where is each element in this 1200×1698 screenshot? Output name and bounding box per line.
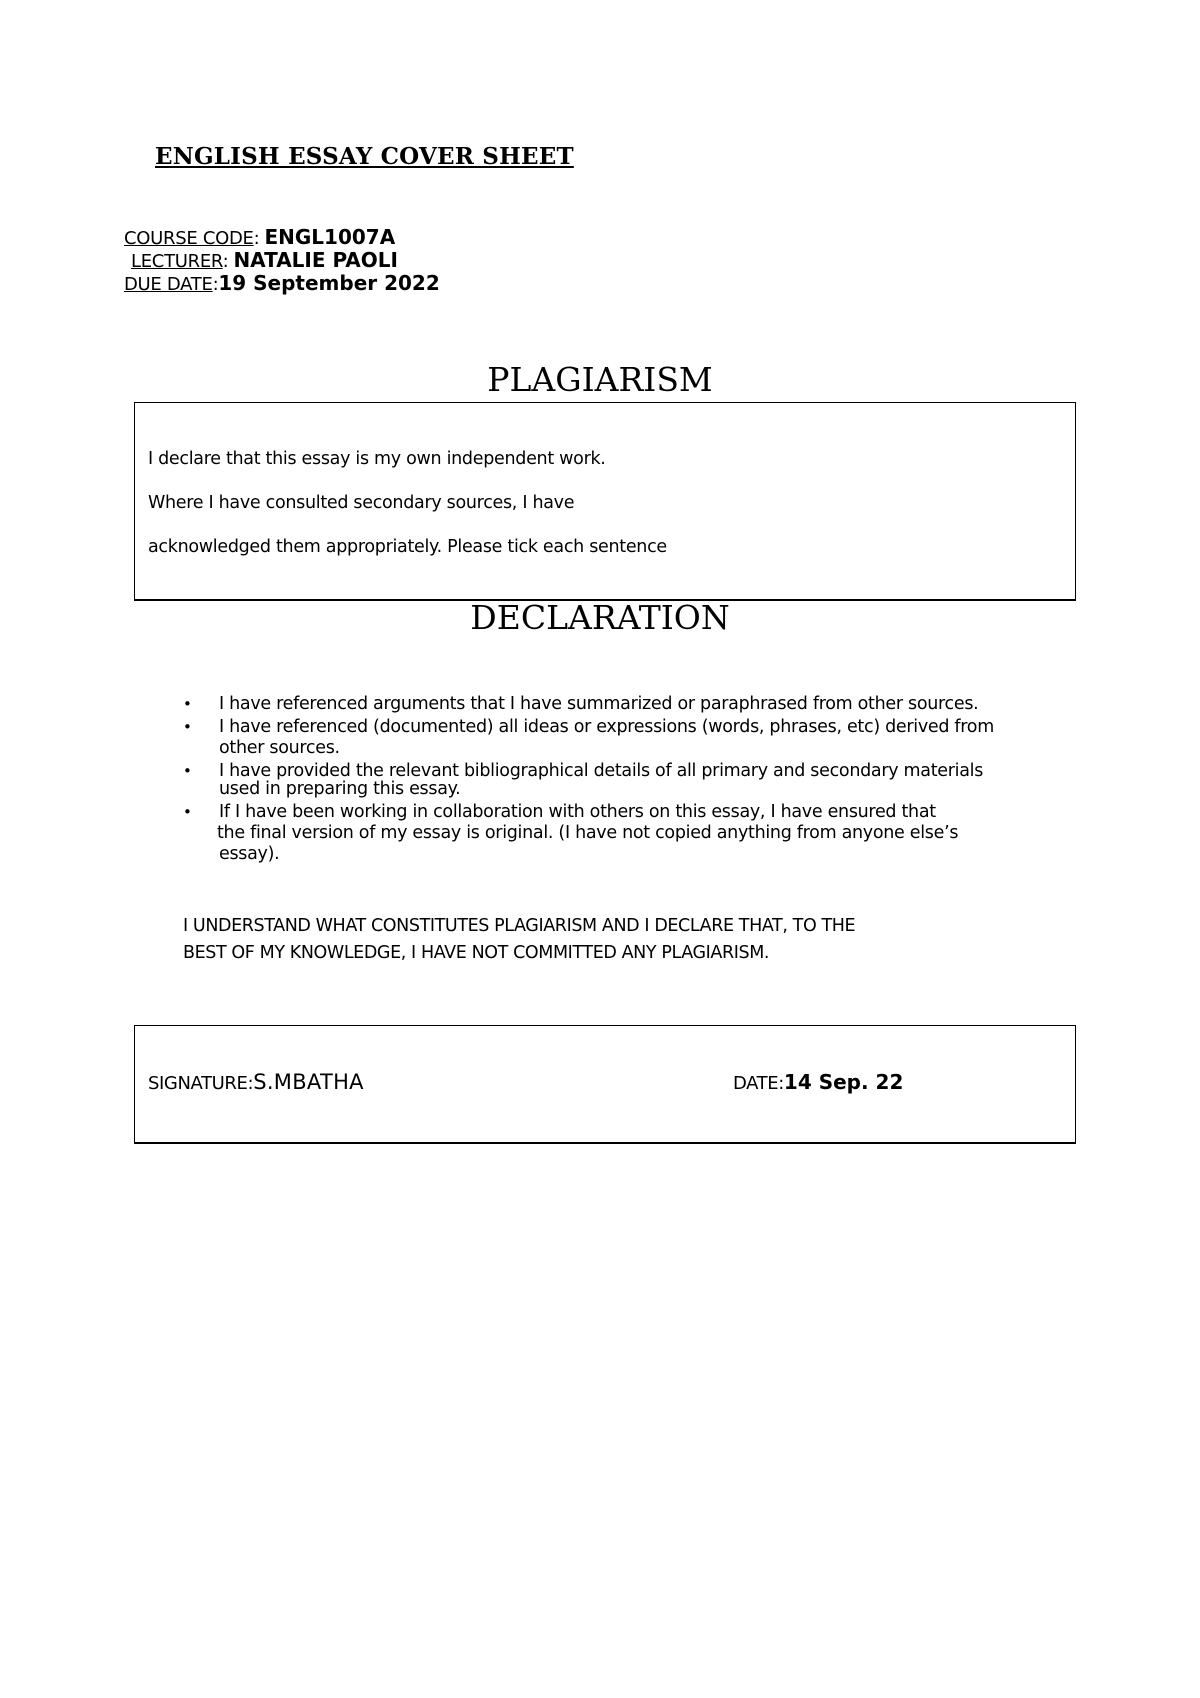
plagiarism-line: acknowledged them appropriately. Please tick each sentence bbox=[148, 537, 667, 557]
plagiarism-line: Where I have consulted secondary sources, I have bbox=[148, 493, 575, 513]
sign-date-row bbox=[733, 1070, 903, 1094]
list-item-text: other sources. bbox=[219, 738, 340, 758]
colon: : bbox=[253, 228, 260, 249]
sign-date-value: 14 Sep. 22 bbox=[783, 1070, 904, 1094]
due-date-value: 19 September 2022 bbox=[218, 271, 440, 295]
due-date-row bbox=[124, 270, 440, 296]
signature-box bbox=[134, 1025, 1076, 1144]
list-item-text: I have referenced arguments that I have summarized or paraphrased from other sources. bbox=[219, 694, 979, 714]
course-code-value: ENGL1007A bbox=[264, 225, 396, 249]
list-item bbox=[183, 761, 1083, 800]
statement-line: BEST OF MY KNOWLEDGE, I HAVE NOT COMMITTED ANY PLAGIARISM. bbox=[183, 943, 770, 963]
bullet-icon: • bbox=[183, 695, 192, 713]
signature-row bbox=[148, 1070, 364, 1094]
list-item-text: I have provided the relevant bibliographical details of all primary and secondary materials bbox=[219, 761, 984, 781]
plagiarism-line: I declare that this essay is my own independent work. bbox=[148, 449, 606, 469]
declaration-list bbox=[183, 694, 1083, 867]
bullet-icon: • bbox=[183, 762, 192, 780]
plagiarism-statement bbox=[183, 913, 855, 967]
declaration-heading: DECLARATION bbox=[470, 598, 730, 637]
bullet-icon: • bbox=[183, 803, 192, 821]
signature-label: SIGNATURE: bbox=[148, 1073, 254, 1094]
due-date-label: DUE DATE bbox=[124, 274, 213, 295]
colon: : bbox=[212, 274, 219, 295]
list-item bbox=[183, 717, 1083, 759]
lecturer-label: LECTURER bbox=[131, 251, 223, 272]
course-code-label: COURSE CODE bbox=[124, 228, 254, 249]
statement-line: I UNDERSTAND WHAT CONSTITUTES PLAGIARISM AND I DECLARE THAT, TO THE bbox=[183, 916, 856, 936]
bullet-icon: • bbox=[183, 718, 192, 736]
colon: : bbox=[222, 251, 229, 272]
list-item bbox=[183, 694, 1083, 715]
plagiarism-box bbox=[134, 402, 1076, 601]
document-title: ENGLISH ESSAY COVER SHEET bbox=[155, 143, 574, 170]
plagiarism-heading: PLAGIARISM bbox=[487, 360, 713, 399]
list-item-text: If I have been working in collaboration with others on this essay, I have ensured that bbox=[219, 802, 936, 822]
list-item-text: essay). bbox=[219, 844, 280, 864]
list-item-text: the final version of my essay is original. (I have not copied anything from anyone else’s bbox=[217, 823, 959, 843]
list-item-text: I have referenced (documented) all ideas or expressions (words, phrases, etc) derived from bbox=[219, 717, 994, 737]
list-item bbox=[183, 802, 1083, 865]
lecturer-value: NATALIE PAOLI bbox=[233, 248, 398, 272]
sign-date-label: DATE: bbox=[733, 1073, 784, 1094]
list-item-text: used in preparing this essay. bbox=[219, 779, 461, 799]
signature-value: S.MBATHA bbox=[253, 1070, 364, 1094]
